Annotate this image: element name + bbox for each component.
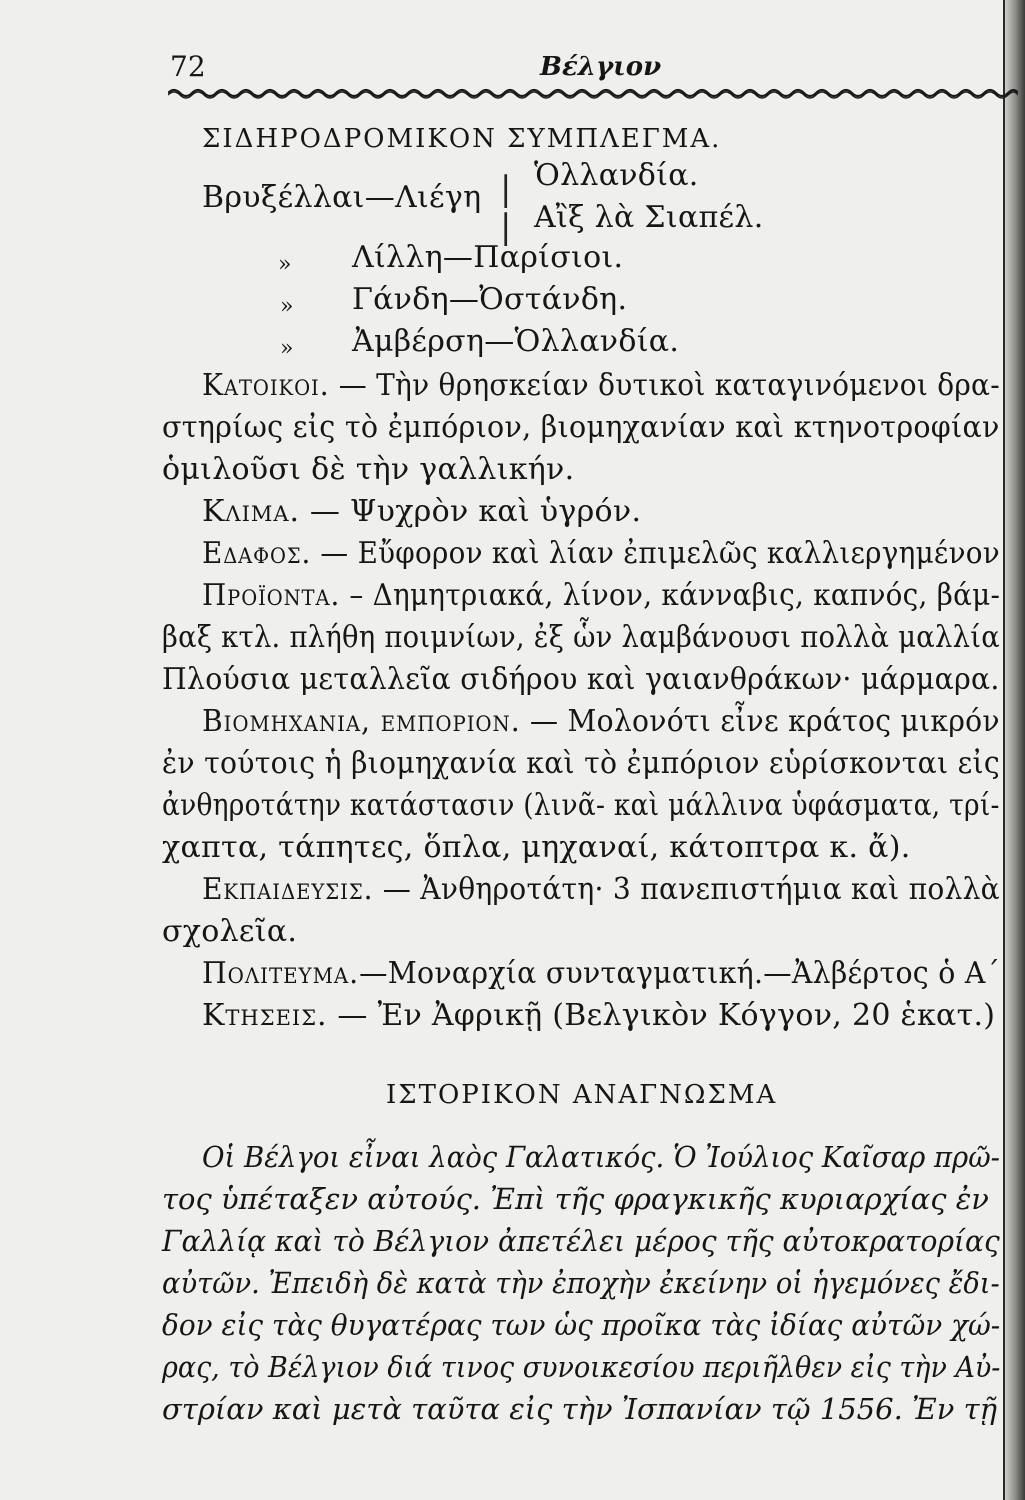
reading-line-1: Οἱ Βέλγοι εἶναι λαὸς Γαλατικός. Ὁ Ἰούλιος Καῖσαρ πρῶ-	[202, 1140, 1000, 1174]
text-line-3	[162, 452, 574, 487]
railway-branch-2: Αἲξ λὰ Σιαπέλ.	[534, 200, 764, 235]
entry-label-possessions: Κτησεις.	[202, 998, 328, 1033]
brace-lower: |	[500, 207, 512, 247]
ditto-mark-2: »	[280, 294, 294, 319]
entry-text: —Μοναρχία συνταγματική.—Ἀλβέρτος ὁ Α΄	[359, 956, 1001, 991]
text-line-10	[162, 746, 1000, 781]
railway-row-2: Γάνδη—Ὀστάνδη.	[352, 282, 628, 317]
ditto-mark-1: »	[278, 252, 292, 277]
entry-text: – Δημητριακά, λίνον, κάνναβις, καπνός, βάμ-	[340, 578, 1001, 613]
entry-text: — Τὴν θρησκείαν δυτικοὶ καταγινόμενοι δρα-	[329, 368, 1000, 403]
railway-row-3: Ἀμβέρση—Ὁλλανδία.	[352, 324, 680, 359]
entry-text: σχολεῖα.	[162, 914, 298, 949]
text-line-16	[202, 998, 995, 1033]
entry-label-government: Πολιτευμα.	[202, 956, 360, 991]
ditto-mark-3: »	[280, 336, 294, 361]
railway-branch-1: Ὁλλανδία.	[534, 158, 699, 193]
entry-text: — Ψυχρὸν καὶ ὑγρόν.	[300, 494, 642, 529]
reading-line-3: Γαλλίᾳ καὶ τὸ Βέλγιον ἀπετέλει μέρος τῆς αὐτοκρατορίας	[162, 1224, 1000, 1258]
section-title: ΣΙΔΗΡΟΔΡΟΜΙΚΟΝ ΣΥΜΠΛΕΓΜΑ.	[202, 124, 722, 154]
text-line-9	[202, 704, 1000, 739]
page-number: 72	[170, 50, 206, 83]
text-line-12	[162, 830, 911, 865]
entry-text: — Ἀνθηροτάτη· 3 πανεπιστήμια καὶ πολλὰ	[373, 872, 1000, 907]
entry-text: ὁμιλοῦσι δὲ τὴν γαλλικήν.	[162, 452, 575, 487]
entry-label-education: Εκπαιδευσις.	[202, 872, 374, 907]
text-line-4	[202, 494, 641, 529]
text-line-11	[162, 788, 1000, 823]
entry-text: — Εὔφορον καὶ λίαν ἐπιμελῶς καλλιεργημένον	[311, 536, 1000, 571]
entry-text: χαπτα, τάπητες, ὅπλα, μηχαναί, κάτοπτρα κ. ἄ).	[162, 830, 911, 865]
ornamental-rule	[168, 86, 1018, 100]
entry-label-soil: Εδαφος.	[202, 536, 312, 571]
page-edge-shadow	[1003, 0, 1025, 1500]
reading-line-7: στρίαν καὶ μετὰ ταῦτα εἰς τὴν Ἰσπανίαν τῷ 1556. Ἐν τῇ	[162, 1392, 998, 1426]
entry-text: ἀνθηροτάτην κατάστασιν (λινᾶ- καὶ μάλλινα ὑφάσματα, τρί-	[162, 788, 1000, 823]
text-line-6	[202, 578, 1000, 613]
entry-text: ἐν τούτοις ἡ βιομηχανία καὶ τὸ ἐμπόριον εὑρίσκονται εἰς	[162, 746, 1000, 781]
railway-row-1: Λίλλη—Παρίσιοι.	[352, 240, 624, 275]
entry-label-industry: Βιομηχανια, εμποριον.	[202, 704, 521, 739]
reading-line-2: τος ὑπέταξεν αὐτούς. Ἐπὶ τῆς φραγκικῆς κυριαρχίας ἐν	[162, 1182, 989, 1216]
text-line-7	[162, 620, 1000, 655]
text-line-14	[162, 914, 297, 949]
text-line-2	[162, 410, 1000, 445]
entry-text: στηρίως εἰς τὸ ἐμπόριον, βιομηχανίαν καὶ κτηνοτροφίαν	[162, 410, 1000, 445]
text-line-5	[202, 536, 1000, 571]
reading-line-6: ρας, τὸ Βέλγιον διά τινος συνοικεσίου περιῆλθεν εἰς τὴν Αὐ-	[162, 1350, 1001, 1384]
reading-line-4: αὐτῶν. Ἐπειδὴ δὲ κατὰ τὴν ἐποχὴν ἐκείνην οἱ ἡγεμόνες ἔδι-	[162, 1266, 1000, 1300]
text-line-15	[202, 956, 1000, 991]
reading-line-5: δον εἰς τὰς θυγατέρας των ὡς προῖκα τὰς ἰδίας αὐτῶν χώ-	[162, 1308, 1001, 1342]
entry-text: — Μολονότι εἶνε κράτος μικρόν	[520, 704, 1000, 739]
railway-main: Βρυξέλλαι—Λιέγη	[202, 180, 482, 215]
text-line-13	[202, 872, 1000, 907]
brace-upper: |	[500, 169, 512, 209]
entry-label-products: Προϊοντα.	[202, 578, 341, 613]
running-title: Βέλγιον	[540, 52, 662, 82]
text-line-1	[202, 368, 1000, 403]
entry-label-climate: Κλιμα.	[202, 494, 301, 529]
entry-text: — Ἐν Ἀφρικῇ (Βελγικὸν Κόγγον, 20 ἑκατ.)	[327, 998, 996, 1033]
text-line-8	[162, 662, 1000, 697]
page-edge-line	[1003, 0, 1005, 1500]
entry-label-population: Κατοικοι.	[202, 368, 330, 403]
entry-text: βαξ κτλ. πλήθη ποιμνίων, ἐξ ὧν λαμβάνουσι πολλὰ μαλλία	[162, 620, 1001, 655]
entry-text: Πλούσια μεταλλεῖα σιδήρου καὶ γαιανθράκων· μάρμαρα.	[162, 662, 1000, 697]
reading-heading: ΙΣΤΟΡΙΚΟΝ ΑΝΑΓΝΩΣΜΑ	[386, 1080, 778, 1110]
